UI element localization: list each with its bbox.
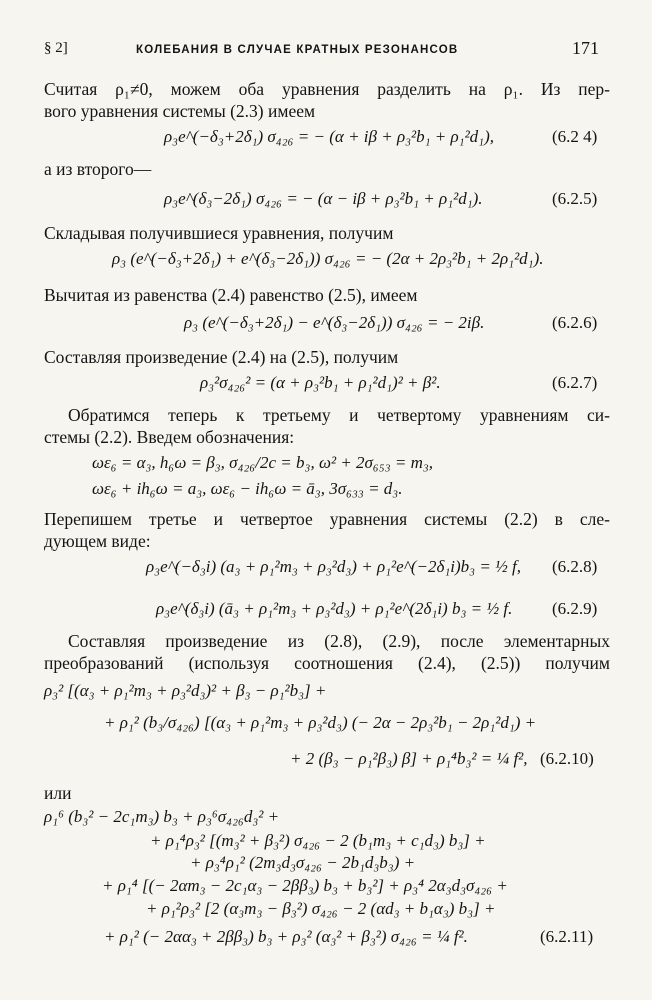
- equation-number: (6.2.11): [540, 927, 594, 946]
- equation-number: (6.2.6): [552, 313, 598, 332]
- equation-number: (6.2.8): [552, 557, 598, 576]
- equation-6-2-7: ρ₃²σ₄₂₆² = (α + ρ₃²b₁ + ρ₁²d₁)² + β².: [200, 373, 441, 392]
- equation-6-2-11-line-1: ρ₁⁶ (b₃² − 2c₁m₃) b₃ + ρ₃⁶σ₄₂₆d₃² +: [44, 807, 280, 826]
- equation-number: (6.2.9): [552, 599, 598, 618]
- equation-6-2-11-line-4: + ρ₁⁴ [(− 2αm₃ − 2c₁α₃ − 2ββ₃) b₃ + b₃²] + ρ₃⁴ 2α₃d₃σ₄₂₆ +: [102, 876, 508, 895]
- equation-6-2-5: ρ₃e^(δ₃−2δ₁) σ₄₂₆ = − (α − iβ + ρ₃²b₁ + ρ₁²d₁).: [164, 189, 483, 208]
- equation-6-2-11-line-2: + ρ₁⁴ρ₃² [(m₃² + β₃²) σ₄₂₆ − 2 (b₁m₃ + c₁d₃) b₃] +: [150, 831, 486, 850]
- equation-6-2-6: ρ₃ (e^(−δ₃+2δ₁) − e^(δ₃−2δ₁)) σ₄₂₆ = − 2iβ.: [184, 313, 485, 332]
- paragraph-line: дующем виде:: [44, 531, 151, 551]
- equation-6-2-9: ρ₃e^(δ₃i) (ā₃ + ρ₁²m₃ + ρ₃²d₃) + ρ₁²e^(2δ₁i) b₃ = ½ f.: [156, 599, 513, 618]
- equation-6-2-10-line-3: + 2 (β₃ − ρ₁²β₃) β] + ρ₁⁴b₃² = ¼ f²,: [290, 749, 528, 768]
- paragraph-line: Вычитая из равенства (2.4) равенство (2.5), имеем: [44, 285, 418, 305]
- paragraph-line: стемы (2.2). Введем обозначения:: [44, 427, 295, 447]
- notation-line-1: ωε₆ = α₃, h₆ω = β₃, σ₄₂₆/2c = b₃, ω² + 2σ₆₅₃ = m₃,: [92, 453, 434, 472]
- equation-number: (6.2 4): [552, 127, 598, 146]
- equation-6-2-10-line-2: + ρ₁² (b₃/σ₄₂₆) [(α₃ + ρ₁²m₃ + ρ₃²d₃) (− 2α − 2ρ₃²b₁ − 2ρ₁²d₁) +: [104, 713, 537, 732]
- paragraph-line: Складывая получившиеся уравнения, получим: [44, 223, 394, 243]
- paragraph-line: Обратимся теперь к третьему и четвертому уравнениям си-: [68, 405, 610, 425]
- equation-sum: ρ₃ (e^(−δ₃+2δ₁) + e^(δ₃−2δ₁)) σ₄₂₆ = − (2α + 2ρ₃²b₁ + 2ρ₁²d₁).: [112, 249, 544, 268]
- equation-6-2-4: ρ₃e^(−δ₃+2δ₁) σ₄₂₆ = − (α + iβ + ρ₃²b₁ + ρ₁²d₁),: [164, 127, 494, 146]
- equation-6-2-10-line-1: ρ₃² [(α₃ + ρ₁²m₃ + ρ₃²d₃)² + β₃ − ρ₁²b₃] +: [44, 681, 327, 700]
- equation-number: (6.2.5): [552, 189, 598, 208]
- paragraph-line: Составляя произведение из (2.8), (2.9), после элементарных: [68, 631, 610, 651]
- paragraph-line: а из второго—: [44, 159, 152, 179]
- equation-6-2-8: ρ₃e^(−δ₃i) (a₃ + ρ₁²m₃ + ρ₃²d₃) + ρ₁²e^(−2δ₁i)b₃ = ½ f,: [146, 557, 522, 576]
- equation-number: (6.2.10): [540, 749, 594, 768]
- paragraph-line: Составляя произведение (2.4) на (2.5), получим: [44, 347, 399, 367]
- page-number: 171: [572, 38, 599, 58]
- equation-number: (6.2.7): [552, 373, 598, 392]
- equation-6-2-11-line-3: + ρ₃⁴ρ₁² (2m₃d₃σ₄₂₆ − 2b₁d₃b₃) +: [190, 853, 416, 872]
- paragraph-line: или: [44, 783, 72, 803]
- equation-6-2-11-line-5: + ρ₁²ρ₃² [2 (α₃m₃ − β₃²) σ₄₂₆ − 2 (αd₃ + b₁α₃) b₃] +: [146, 899, 496, 918]
- section-marker: § 2]: [44, 40, 68, 56]
- paragraph-line: вого уравнения системы (2.3) имеем: [44, 101, 316, 121]
- running-title: КОЛЕБАНИЯ В СЛУЧАЕ КРАТНЫХ РЕЗОНАНСОВ: [136, 44, 459, 56]
- paragraph-line: Считая ρ₁≠0, можем оба уравнения разделить на ρ₁. Из пер-: [44, 79, 610, 99]
- equation-6-2-11-line-6: + ρ₁² (− 2αα₃ + 2ββ₃) b₃ + ρ₃² (α₃² + β₃²) σ₄₂₆ = ¼ f².: [104, 927, 468, 946]
- paragraph-line: преобразований (используя соотношения (2.4), (2.5)) получим: [44, 653, 610, 673]
- paragraph-line: Перепишем третье и четвертое уравнения системы (2.2) в сле-: [44, 509, 610, 529]
- notation-line-2: ωε₆ + ih₆ω = a₃, ωε₆ − ih₆ω = ā₃, 3σ₆₃₃ = d₃.: [92, 479, 403, 498]
